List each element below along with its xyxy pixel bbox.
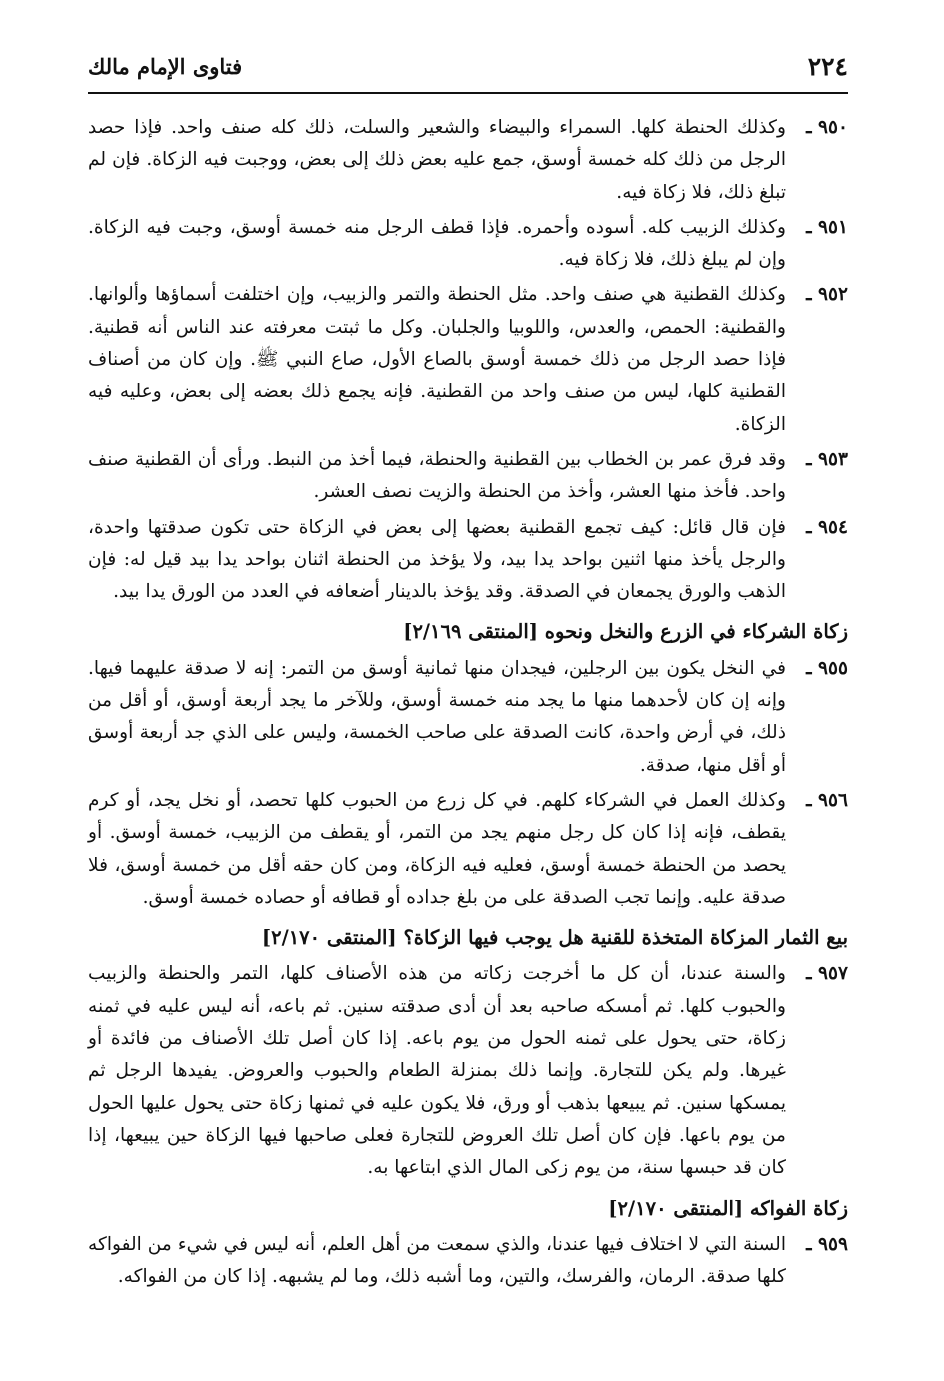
paragraph-text: السنة التي لا اختلاف فيها عندنا، والذي سمعت من أهل العلم، أنه ليس في شيء من الفواكه كلها صدقة. الرمان، والفرسك، والتين، وما أشبه ذلك، وما لم يشبهه. إذا كان من الفواكه. [88, 1233, 786, 1288]
running-title: فتاوى الإمام مالك [88, 53, 243, 79]
paragraph-957 [88, 958, 848, 1184]
page-body [88, 112, 848, 1296]
paragraph-959 [88, 1229, 848, 1294]
paragraph-text: وكذلك الحنطة كلها. السمراء والبيضاء والشعير والسلت، ذلك كله صنف واحد. فإذا حصد الرجل من ذلك كله خمسة أوسق، جمع عليه بعض ذلك إلى بعض، ووجبت فيه الزكاة. فإن لم تبلغ ذلك، فلا زكاة فيه. [88, 117, 786, 203]
paragraph-number: ٩٥٩ ـ [806, 1233, 848, 1255]
paragraph-text: والسنة عندنا، أن كل ما أخرجت زكاته من هذه الأصناف كلها، التمر والحنطة والزبيب والحبوب كلها. ثم أمسكه صاحبه بعد أن أدى صدقته سنين. ثم باعه، أنه ليس عليه في ثمنه زكاة، حتى يحول على ثمنه الحول من يوم باعه. إذا كان أصل تلك الأصناف من فائدة أو غيرها. ولم يكن للتجارة. وإنما ذلك بمنزلة الطعام والحبوب والعروض. يفيدها الرجل ثم يمسكها سنين. ثم يبيعها بذهب أو ورق، فلا يكون عليه في ثمنها زكاة حتى يحول عليها الحول من يوم باعها. فإن كان أصل تلك العروض للتجارة فعلى صاحبها فيها الزكاة حين يبيعها، إذا كان قد حبسها سنة، من يوم زكى المال الذي ابتاعها به. [88, 963, 786, 1179]
paragraph-number: ٩٥١ ـ [806, 216, 848, 238]
section-heading-fruits: زكاة الفواكه [المنتقى ٢/١٧٠] [608, 1196, 848, 1220]
paragraph-954 [88, 512, 848, 609]
paragraph-number: ٩٥٤ ـ [806, 516, 848, 538]
page-number: ٢٢٤ [807, 51, 848, 81]
paragraph-number: ٩٥٢ ـ [806, 284, 848, 306]
paragraph-text: في النخل يكون بين الرجلين، فيجدان منها ثمانية أوسق من التمر: إنه لا صدقة عليهما فيها. وإنه إن كان لأحدهما منها ما يجد منه خمسة أوسق، وللآخر ما يجد أربعة أوسق، أو أقل من ذلك، في أرض واحدة، كانت الصدقة على صاحب الخمسة، وليس على الذي جد أربعة أوسق أو أقل منها، صدقة. [88, 657, 786, 776]
paragraph-number: ٩٥٥ ـ [806, 657, 848, 679]
page-header [88, 46, 848, 86]
paragraph-text: وكذلك العمل في الشركاء كلهم. في كل زرع من الحبوب كلها تحصد، أو نخل يجد، أو كرم يقطف، فإنه إذا كان كل رجل منهم يجد من التمر، أو يقطف من الزبيب، خمسة أوسق. أو يحصد من الحنطة خمسة أوسق، فعليه فيه الزكاة، ومن كان حقه أقل من خمسة أوسق، فلا صدقة عليه. وإنما تجب الصدقة على من بلغ جداده أو قطافه أو حصاده خمسة أوسق. [88, 789, 786, 908]
paragraph-952 [88, 279, 848, 440]
section-heading-partners: زكاة الشركاء في الزرع والنخل ونحوه [المنتقى ٢/١٦٩] [403, 620, 848, 644]
header-rule [88, 92, 848, 94]
paragraph-text: وقد فرق عمر بن الخطاب بين القطنية والحنطة، فيما أخذ من النبط. ورأى أن القطنية صنف واحد. فأخذ منها العشر، وأخذ من الحنطة والزيت نصف العشر. [88, 448, 786, 503]
paragraph-955 [88, 653, 848, 782]
paragraph-951 [88, 212, 848, 277]
paragraph-text: وكذلك القطنية هي صنف واحد. مثل الحنطة والتمر والزبيب، وإن اختلفت أسماؤها وألوانها. والقطنية: الحمص، والعدس، واللوبيا والجلبان. وكل ما ثبتت معرفته عند الناس أنه قطنية. فإذا حصد الرجل من ذلك خمسة أوسق بالصاع الأول، صاع النبي ﷺ. وإن كان من أصناف القطنية كلها، ليس من صنف واحد من القطنية. فإنه يجمع ذلك بعضه إلى بعض، وعليه فيه الزكاة. [88, 284, 786, 435]
paragraph-text: فإن قال قائل: كيف تجمع القطنية بعضها إلى بعض في الزكاة حتى تكون صدقتها واحدة، والرجل يأخذ منها اثنين بواحد يدا بيد، ولا يؤخذ من الحنطة اثنان بواحد يدا بيد قيل له: فإن الذهب والورق يجمعان في الصدقة. وقد يؤخذ بالدينار أضعافه في العدد من الورق يدا بيد. [88, 516, 786, 603]
section-heading-fruit-sale: بيع الثمار المزكاة المتخذة للقنية هل يوجب فيها الزكاة؟ [المنتقى ٢/١٧٠] [261, 926, 848, 950]
paragraph-number: ٩٥٠ ـ [806, 117, 848, 138]
paragraph-950 [88, 112, 848, 209]
paragraph-number: ٩٥٧ ـ [806, 963, 848, 985]
paragraph-text: وكذلك الزبيب كله. أسوده وأحمره. فإذا قطف الرجل منه خمسة أوسق، وجبت فيه الزكاة. وإن لم يبلغ ذلك، فلا زكاة فيه. [88, 216, 786, 271]
paragraph-956 [88, 785, 848, 914]
paragraph-number: ٩٥٣ ـ [806, 448, 848, 470]
paragraph-953 [88, 444, 848, 509]
paragraph-number: ٩٥٦ ـ [806, 789, 848, 811]
